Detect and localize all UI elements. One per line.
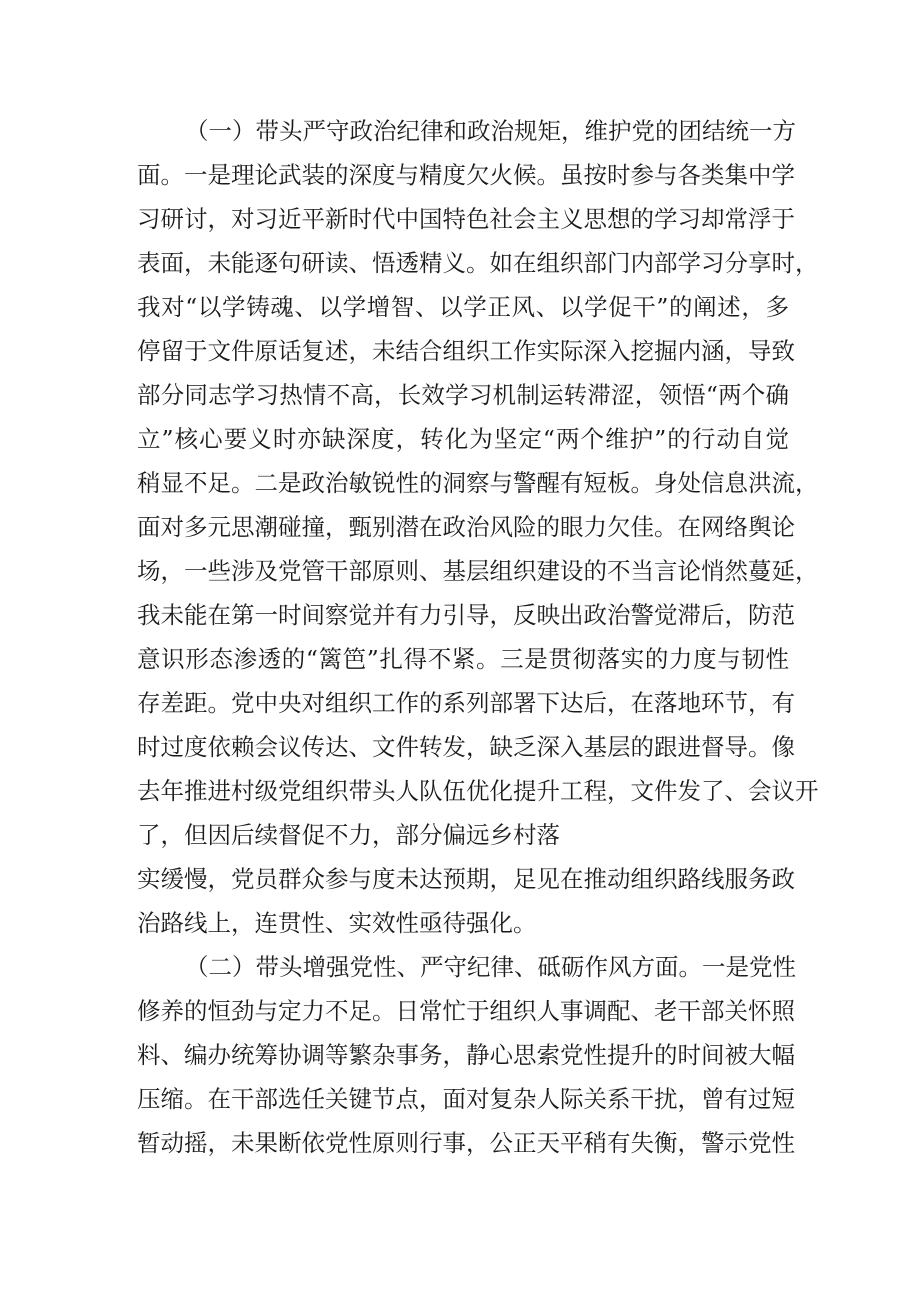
text-line: 停留于文件原话复述，未结合组织工作实际深入挖掘内涵，导致 (137, 337, 795, 365)
text-line: 意识形态渗透的“篱笆”扎得不紧。三是贯彻落实的力度与韧性 (137, 645, 789, 673)
text-line: 场，一些涉及党管干部原则、基层组织建设的不当言论悄然蔓延， (137, 557, 819, 585)
text-line: （二）带头增强党性、严守纪律、砥砺作风方面。一是党性 (185, 953, 796, 981)
text-line: 实缓慢，党员群众参与度未达预期，足见在推动组织路线服务政 (137, 865, 795, 893)
text-line: 压缩。在干部选任关键节点，面对复杂人际关系干扰，曾有过短 (137, 1085, 795, 1113)
text-line: 料、编办统筹协调等繁杂事务，静心思索党性提升的时间被大幅 (137, 1041, 795, 1069)
text-line: 立”核心要义时亦缺深度，转化为坚定“两个维护”的行动自觉 (137, 425, 789, 453)
text-line: 我未能在第一时间察觉并有力引导，反映出政治警觉滞后，防范 (137, 601, 795, 629)
text-line: 面对多元思潮碰撞，甄别潜在政治风险的眼力欠佳。在网络舆论 (137, 513, 795, 541)
text-line: 暂动摇，未果断依党性原则行事，公正天平稍有失衡，警示党性 (137, 1129, 795, 1157)
text-line: 面。一是理论武装的深度与精度欠火候。虽按时参与各类集中学 (137, 161, 795, 189)
text-line: 表面，未能逐句研读、悟透精义。如在组织部门内部学习分享时， (137, 249, 819, 277)
text-line: 时过度依赖会议传达、文件转发，缺乏深入基层的跟进督导。像 (137, 733, 795, 761)
text-line: 去年推进村级党组织带头人队伍优化提升工程，文件发了、会议开 (137, 777, 819, 805)
text-line: 习研讨，对习近平新时代中国特色社会主义思想的学习却常浮于 (137, 205, 795, 233)
text-line: 修养的恒劲与定力不足。日常忙于组织人事调配、老干部关怀照 (137, 997, 795, 1025)
text-line: 治路线上，连贯性、实效性亟待强化。 (137, 909, 537, 937)
text-line: 稍显不足。二是政治敏锐性的洞察与警醒有短板。身处信息洪流， (137, 469, 819, 497)
text-line: 存差距。党中央对组织工作的系列部署下达后，在落地环节，有 (137, 689, 795, 717)
text-line: 我对“以学铸魂、以学增智、以学正风、以学促干”的阐述，多 (137, 293, 789, 321)
text-line: 了，但因后续督促不力，部分偏远乡村落 (137, 821, 560, 849)
text-line: （一）带头严守政治纪律和政治规矩，维护党的团结统一方 (185, 117, 796, 145)
text-line: 部分同志学习热情不高，长效学习机制运转滞涩，领悟“两个确 (137, 381, 789, 409)
